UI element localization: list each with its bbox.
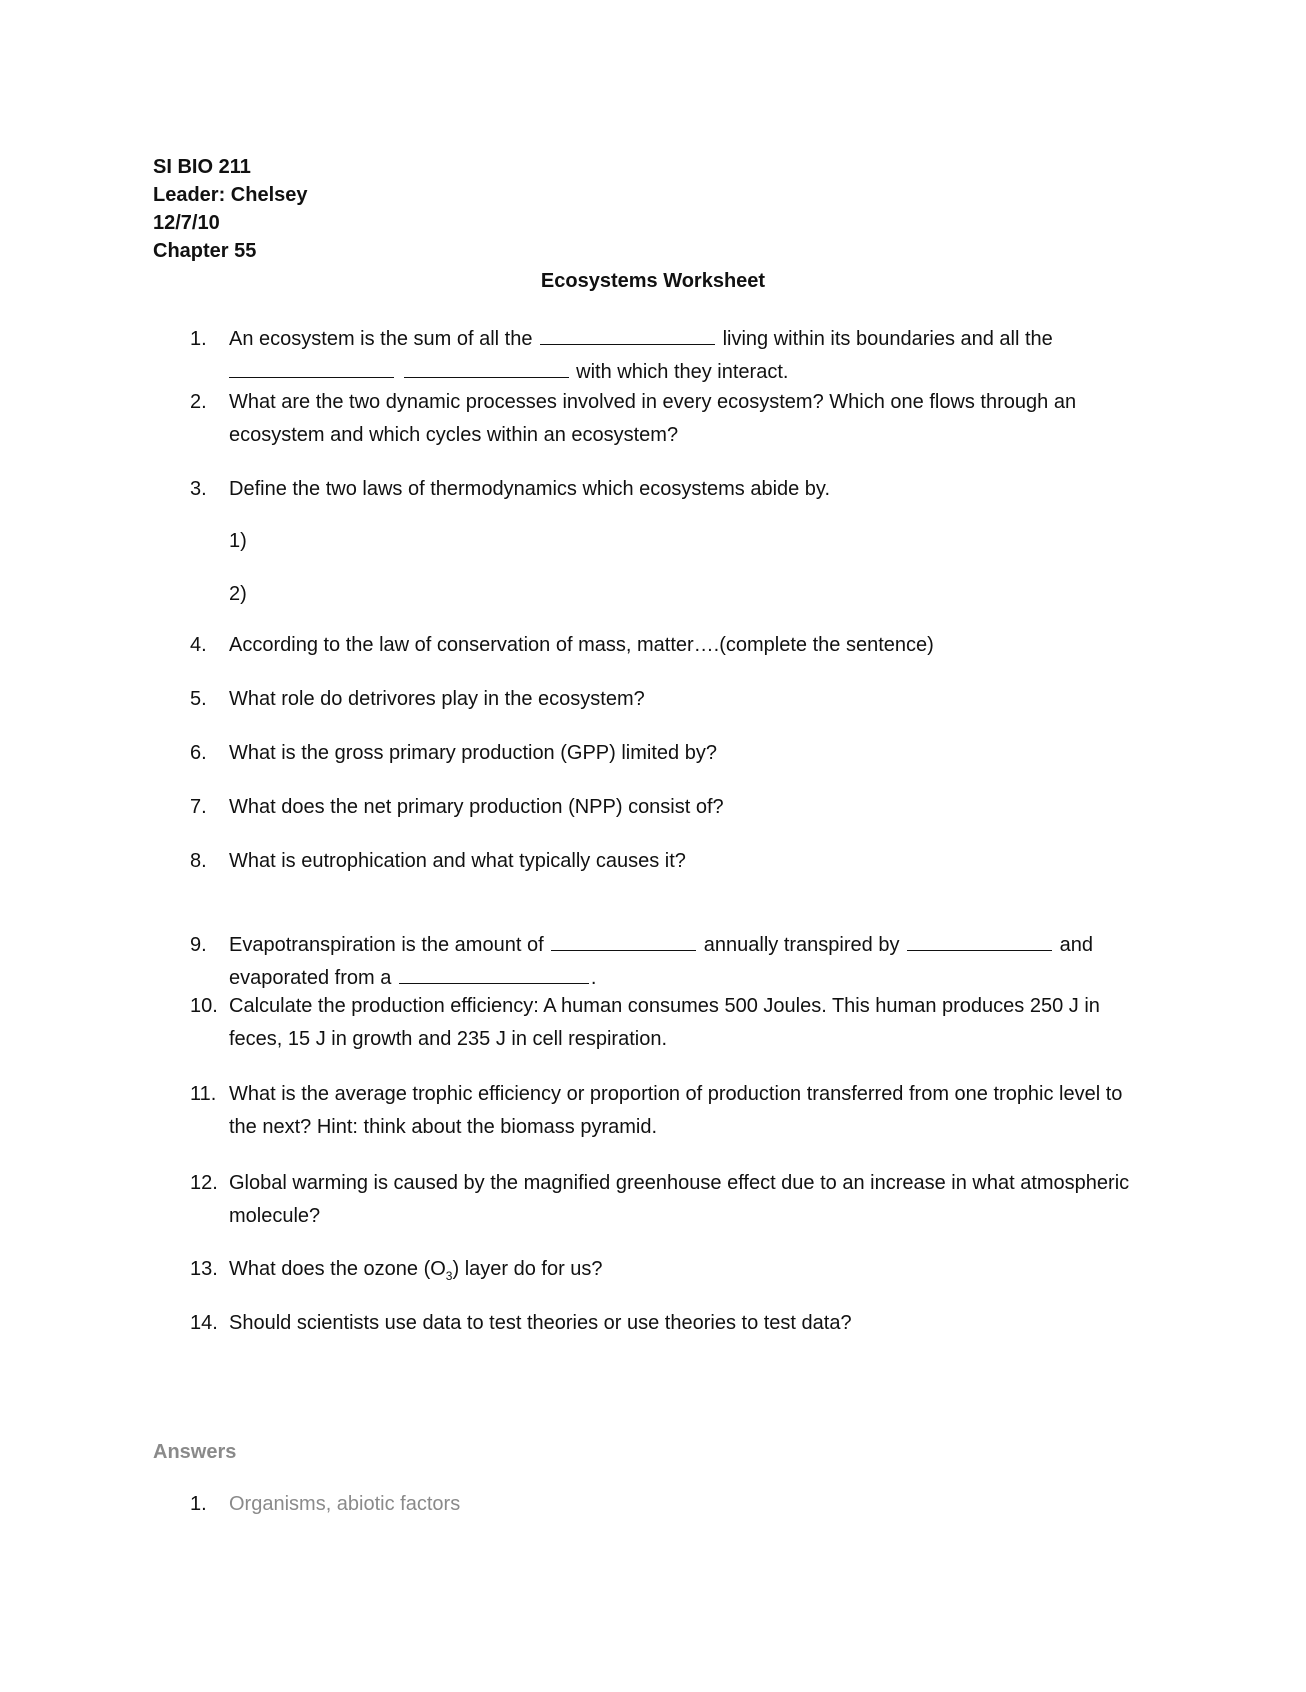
answer-1: 1. Organisms, abiotic factors [190, 1493, 461, 1515]
chapter-line: Chapter 55 [153, 240, 257, 262]
question-3: 3. Define the two laws of thermodynamics which ecosystems abide by. [190, 478, 831, 500]
question-6: 6. What is the gross primary production (GPP) limited by? [190, 742, 717, 764]
answers-heading: Answers [153, 1441, 237, 1463]
fill-blank [551, 930, 696, 951]
question-1: 1. An ecosystem is the sum of all the living within its boundaries and all the with which they interact. [190, 323, 1150, 389]
question-13: 13. What does the ozone $(O_3)$ layer do for us? [190, 1258, 603, 1283]
question-7: 7. What does the net primary production (NPP) consist of? [190, 796, 724, 818]
fill-blank [907, 930, 1052, 951]
question-10: 10. Calculate the production efficiency: A human consumes 500 Joules. This human produces 250 J in feces, 15 J in growth and 235 J in cell respiration. [190, 995, 1100, 1050]
fill-blank [404, 357, 569, 378]
date-line: 12/7/10 [153, 212, 220, 234]
worksheet-title: Ecosystems Worksheet [540, 270, 766, 292]
fill-blank [399, 963, 589, 984]
leader-line: Leader: Chelsey [153, 184, 308, 206]
question-9: 9. Evapotranspiration is the amount of annually transpired by and evaporated from a . [190, 929, 1150, 995]
question-14: 14. Should scientists use data to test theories or use theories to test data? [190, 1312, 852, 1334]
question-2: 2. What are the two dynamic processes involved in every ecosystem? Which one flows through an ecosystem and which cycles within an ecosystem? [190, 391, 1077, 446]
fill-blank [229, 357, 394, 378]
law-2-label: 2) [229, 583, 247, 605]
course-line: SI BIO 211 [153, 156, 251, 178]
question-11: 11. What is the average trophic efficiency or proportion of production transferred from one trophic level to the next? Hint: think about the biomass pyramid. [190, 1083, 1123, 1138]
question-8: 8. What is eutrophication and what typically causes it? [190, 850, 686, 872]
question-12: 12. Global warming is caused by the magnified greenhouse effect due to an increase in what atmospheric molecule? [190, 1172, 1130, 1227]
question-4: 4. According to the law of conservation of mass, matter….(complete the sentence) [190, 634, 934, 656]
law-1-label: 1) [229, 530, 247, 552]
document-header [153, 153, 308, 265]
fill-blank [540, 324, 715, 345]
question-5: 5. What role do detrivores play in the ecosystem? [190, 688, 645, 710]
